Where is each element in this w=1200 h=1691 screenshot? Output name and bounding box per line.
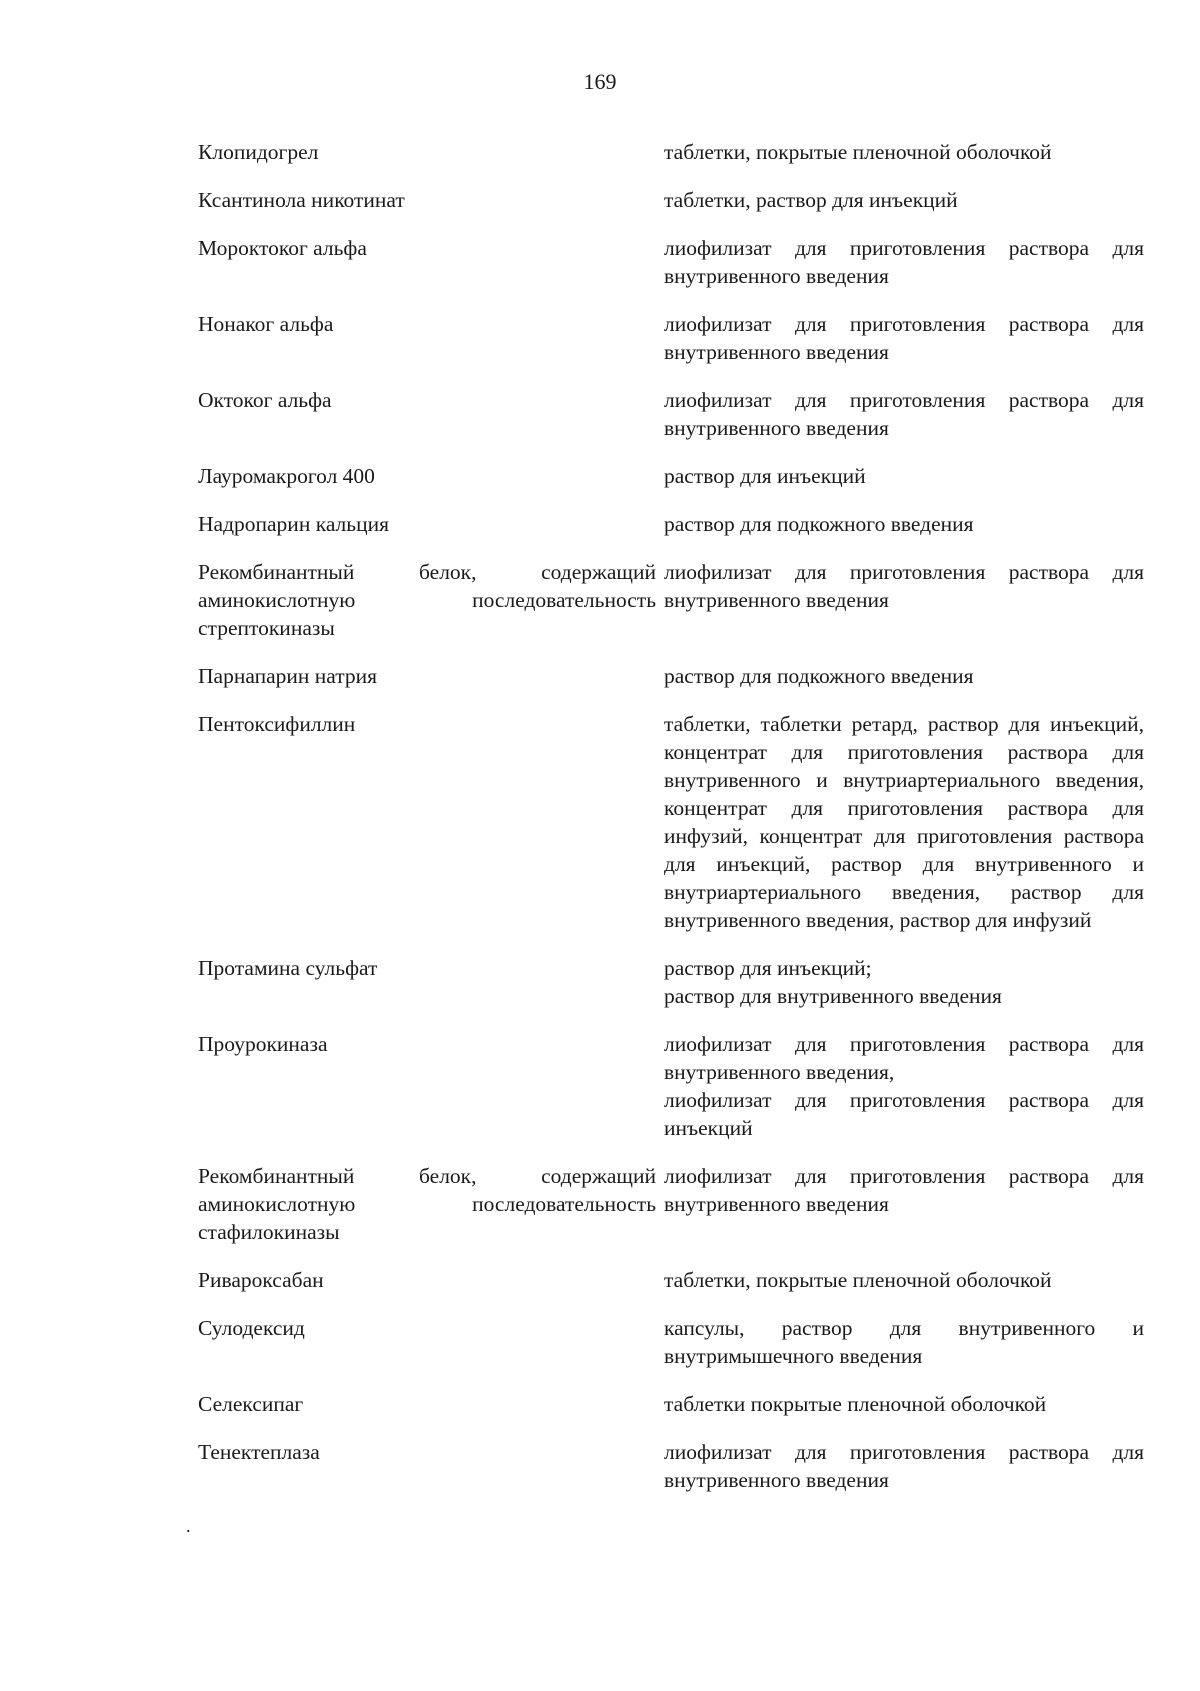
dosage-forms: [664, 1030, 1144, 1142]
list-item: [198, 234, 1144, 290]
dosage-forms: [664, 1266, 1144, 1294]
dosage-forms: [664, 462, 1144, 490]
dosage-forms: [664, 1390, 1144, 1418]
dosage-form: таблетки, покрытые пленочной оболочкой: [664, 1268, 1052, 1292]
dosage-form: раствор для внутривенного введения: [664, 984, 1002, 1008]
drug-name: Надропарин кальция: [198, 512, 389, 536]
dosage-forms: [664, 138, 1144, 166]
dosage-form: лиофилизат для приготовления раствора для внутривенного введения: [664, 388, 1144, 440]
drug-name: Рекомбинантный белок, содержащий аминокислотную последовательность стрептокиназы: [198, 560, 656, 640]
dosage-forms: [664, 662, 1144, 690]
drug-name: Тенектеплаза: [198, 1440, 320, 1464]
dosage-form: лиофилизат для приготовления раствора для внутривенного введения,: [664, 1032, 1144, 1084]
dosage-form: раствор для подкожного введения: [664, 664, 974, 688]
list-item: [198, 1266, 1144, 1294]
drug-name: Ксантинола никотинат: [198, 188, 405, 212]
list-item: [198, 1314, 1144, 1370]
drug-name: Парнапарин натрия: [198, 664, 378, 688]
dosage-form: раствор для инъекций: [664, 464, 866, 488]
dosage-form: лиофилизат для приготовления раствора для внутривенного введения: [664, 1440, 1144, 1492]
drug-name: Пентоксифиллин: [198, 712, 356, 736]
drug-name: Сулодексид: [198, 1316, 305, 1340]
dosage-forms: [664, 1314, 1144, 1370]
drug-name: Ривароксабан: [198, 1268, 324, 1292]
dosage-form: таблетки, таблетки ретард, раствор для инъекций, концентрат для приготовления раствора для внутривенного и внутриартериального введения, концентрат для приготовления раствора для инфузий, концентрат для приготовления раствора для инъекций, раствор для внутривенного и внутриартериального введения, раствор для внутривенного введения, раствор для инфузий: [664, 712, 1144, 932]
list-item: [198, 186, 1144, 214]
dosage-forms: [664, 386, 1144, 442]
dosage-forms: [664, 558, 1144, 614]
dosage-forms: [664, 1162, 1144, 1218]
dosage-form: таблетки, раствор для инъекций: [664, 188, 958, 212]
drug-list: [198, 138, 1144, 1514]
drug-name: Проурокиназа: [198, 1032, 328, 1056]
list-item: [198, 1390, 1144, 1418]
dosage-form: лиофилизат для приготовления раствора для внутривенного введения: [664, 236, 1144, 288]
dosage-form: раствор для подкожного введения: [664, 512, 974, 536]
list-item: [198, 386, 1144, 442]
drug-name: Мороктоког альфа: [198, 236, 367, 260]
drug-name: Нонаког альфа: [198, 312, 334, 336]
stray-mark: .: [186, 1516, 191, 1536]
dosage-form: таблетки покрытые пленочной оболочкой: [664, 1392, 1047, 1416]
dosage-form: лиофилизат для приготовления раствора для внутривенного введения: [664, 312, 1144, 364]
dosage-form: раствор для инъекций;: [664, 956, 872, 980]
dosage-form: лиофилизат для приготовления раствора для инъекций: [664, 1088, 1144, 1140]
list-item: [198, 710, 1144, 934]
drug-name: Селексипаг: [198, 1392, 304, 1416]
list-item: [198, 1162, 1144, 1246]
list-item: [198, 138, 1144, 166]
list-item: [198, 1438, 1144, 1494]
drug-name: Октоког альфа: [198, 388, 332, 412]
drug-name: Протамина сульфат: [198, 956, 378, 980]
dosage-form: лиофилизат для приготовления раствора для внутривенного введения: [664, 1164, 1144, 1216]
dosage-forms: [664, 186, 1144, 214]
dosage-form: лиофилизат для приготовления раствора для внутривенного введения: [664, 560, 1144, 612]
page-number: 169: [583, 69, 617, 94]
dosage-forms: [664, 710, 1144, 934]
dosage-forms: [664, 954, 1144, 1010]
drug-name: Лауромакрогол 400: [198, 464, 375, 488]
list-item: [198, 310, 1144, 366]
drug-name: Клопидогрел: [198, 140, 319, 164]
list-item: [198, 954, 1144, 1010]
list-item: [198, 662, 1144, 690]
list-item: [198, 558, 1144, 642]
drug-name: Рекомбинантный белок, содержащий аминокислотную последовательность стафилокиназы: [198, 1164, 656, 1244]
dosage-forms: [664, 310, 1144, 366]
list-item: [198, 510, 1144, 538]
dosage-form: таблетки, покрытые пленочной оболочкой: [664, 140, 1052, 164]
dosage-forms: [664, 510, 1144, 538]
list-item: [198, 462, 1144, 490]
list-item: [198, 1030, 1144, 1142]
dosage-form: капсулы, раствор для внутривенного и внутримышечного введения: [664, 1316, 1144, 1368]
dosage-forms: [664, 1438, 1144, 1494]
dosage-forms: [664, 234, 1144, 290]
